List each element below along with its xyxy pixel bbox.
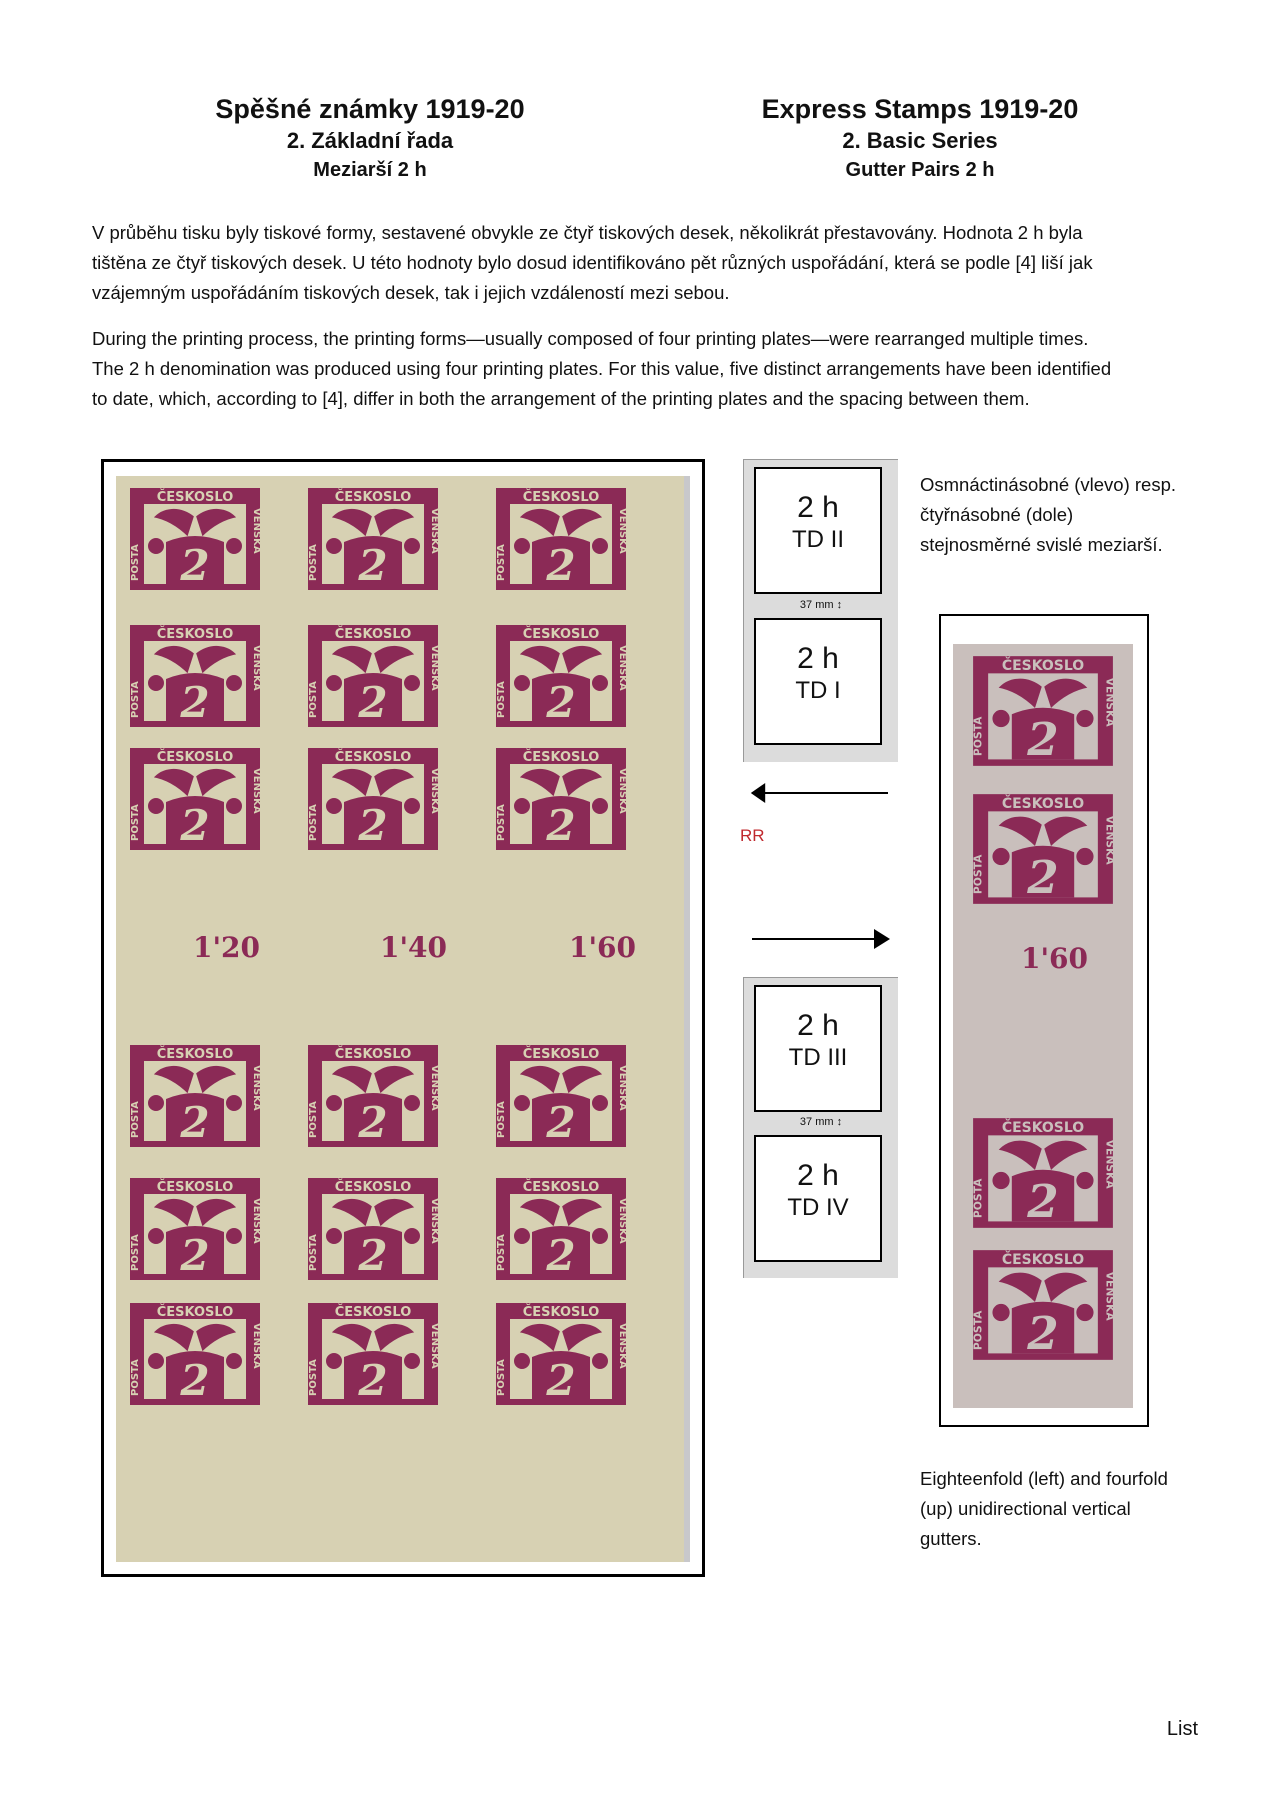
svg-text:VENSKÁ: VENSKÁ [617,1065,628,1111]
svg-text:VENSKÁ: VENSKÁ [1103,815,1117,865]
stamp [128,1043,262,1149]
svg-text:POŠTA: POŠTA [496,1101,507,1138]
svg-text:ČESKOSLO: ČESKOSLO [1001,658,1085,675]
svg-text:POŠTA: POŠTA [308,681,319,718]
svg-text:VENSKÁ: VENSKÁ [251,645,262,691]
stamp [965,654,1121,768]
svg-text:VENSKÁ: VENSKÁ [617,1198,628,1244]
svg-text:ČESKOSLO: ČESKOSLO [156,1305,234,1320]
stamp [965,1248,1121,1362]
svg-text:ČESKOSLO: ČESKOSLO [156,1180,234,1195]
svg-text:POŠTA: POŠTA [130,544,141,581]
title-en: Express Stamps 1919-20 [761,94,1079,124]
svg-text:VENSKÁ: VENSKÁ [1103,677,1117,727]
svg-text:2: 2 [546,678,576,727]
svg-text:2: 2 [546,1098,576,1147]
plate-td-iv [754,1135,882,1262]
text-line: The 2 h denomination was produced using four printing plates. For this value, five distinct arrangements have been identified [92,358,1112,379]
svg-text:VENSKÁ: VENSKÁ [429,768,440,814]
svg-text:2: 2 [358,541,388,590]
svg-text:ČESKOSLO: ČESKOSLO [522,1047,600,1062]
stamp [494,746,628,852]
svg-text:POŠTA: POŠTA [308,804,319,841]
svg-text:POŠTA: POŠTA [971,716,985,757]
plate-value: 2 h [797,642,839,675]
sheet-photo-frame [101,459,705,1577]
margin-number: 1'60 [569,931,637,964]
svg-text:VENSKÁ: VENSKÁ [429,1323,440,1369]
plate-value: 2 h [797,491,839,524]
svg-text:ČESKOSLO: ČESKOSLO [334,1180,412,1195]
stamp [306,1043,440,1149]
svg-text:2: 2 [180,1231,210,1280]
paragraph-czech [92,218,1202,308]
svg-text:POŠTA: POŠTA [130,804,141,841]
svg-text:ČESKOSLO: ČESKOSLO [334,627,412,642]
svg-text:ČESKOSLO: ČESKOSLO [156,1047,234,1062]
arrow-left-icon [752,792,888,794]
strip-photo-frame [939,614,1149,1427]
svg-text:ČESKOSLO: ČESKOSLO [1001,796,1085,813]
header-english [690,92,1150,184]
svg-text:ČESKOSLO: ČESKOSLO [334,1305,412,1320]
stamp [128,1301,262,1407]
svg-text:2: 2 [358,1231,388,1280]
svg-text:ČESKOSLO: ČESKOSLO [334,1047,412,1062]
text-line: vzájemným uspořádáním tiskových desek, tak i jejich vzdáleností mezi sebou. [92,282,730,303]
stamp [306,746,440,852]
plate-td-iii [754,985,882,1112]
svg-text:VENSKÁ: VENSKÁ [617,768,628,814]
svg-text:ČESKOSLO: ČESKOSLO [522,750,600,765]
plate-name: TD III [788,1044,848,1071]
svg-text:VENSKÁ: VENSKÁ [617,508,628,554]
svg-text:VENSKÁ: VENSKÁ [617,645,628,691]
text-line: tištěna ze čtyř tiskových desek. U této hodnoty bylo dosud identifikováno pět různých uspořádání, která se podle [4] liší jak [92,252,1093,273]
caption-line: (up) unidirectional vertical [920,1498,1131,1519]
stamp [494,623,628,729]
stamp [128,1176,262,1282]
svg-text:POŠTA: POŠTA [130,1101,141,1138]
svg-text:2: 2 [358,678,388,727]
text-line: V průběhu tisku byly tiskové formy, sestavené obvykle ze čtyř tiskových desek, několikrát přestavovány. Hodnota 2 h byla [92,222,1083,243]
svg-text:POŠTA: POŠTA [308,544,319,581]
svg-text:2: 2 [358,1356,388,1405]
svg-text:2: 2 [1027,851,1059,905]
svg-text:VENSKÁ: VENSKÁ [251,1198,262,1244]
svg-text:VENSKÁ: VENSKÁ [251,768,262,814]
stamp [128,746,262,852]
svg-text:VENSKÁ: VENSKÁ [429,1065,440,1111]
svg-text:ČESKOSLO: ČESKOSLO [522,490,600,505]
svg-text:VENSKÁ: VENSKÁ [251,508,262,554]
double-arrow-icon: ↕ [836,1116,843,1128]
margin-number: 1'20 [193,931,261,964]
stamp-strip [953,644,1133,1408]
paragraph-english [92,324,1202,414]
title-cz: Spěšné známky 1919-20 [215,94,525,124]
plate-name: TD I [795,677,841,704]
svg-text:2: 2 [180,801,210,850]
svg-text:ČESKOSLO: ČESKOSLO [522,1180,600,1195]
stamp [494,1043,628,1149]
subtitle-en: Gutter Pairs 2 h [845,159,995,181]
margin-number: 1'40 [380,931,448,964]
svg-text:VENSKÁ: VENSKÁ [251,1323,262,1369]
header-czech [140,92,600,184]
svg-text:POŠTA: POŠTA [308,1234,319,1271]
svg-text:ČESKOSLO: ČESKOSLO [1001,1252,1085,1269]
rarity-mark: RR [740,826,765,845]
stamp [128,486,262,592]
stamp [306,623,440,729]
svg-text:POŠTA: POŠTA [971,1310,985,1351]
svg-text:POŠTA: POŠTA [496,1234,507,1271]
plate-td-i [754,618,882,745]
footer-label: List [1166,1718,1198,1740]
svg-text:2: 2 [180,678,210,727]
svg-text:POŠTA: POŠTA [496,1359,507,1396]
series-cz: 2. Základní řada [286,128,454,153]
svg-text:VENSKÁ: VENSKÁ [429,645,440,691]
svg-text:POŠTA: POŠTA [971,854,985,895]
svg-text:2: 2 [546,541,576,590]
svg-text:2: 2 [1027,713,1059,767]
stamp-sheet [116,476,690,1562]
svg-text:ČESKOSLO: ČESKOSLO [522,627,600,642]
svg-text:2: 2 [180,541,210,590]
svg-text:VENSKÁ: VENSKÁ [429,1198,440,1244]
svg-text:2: 2 [1027,1175,1059,1229]
svg-text:2: 2 [358,1098,388,1147]
svg-text:POŠTA: POŠTA [496,681,507,718]
svg-text:ČESKOSLO: ČESKOSLO [334,490,412,505]
caption-line: stejnosměrné svislé meziarší. [920,534,1163,555]
svg-text:2: 2 [1027,1307,1059,1361]
caption-line: gutters. [920,1528,982,1549]
svg-text:POŠTA: POŠTA [496,544,507,581]
svg-text:ČESKOSLO: ČESKOSLO [522,1305,600,1320]
plate-td-ii [754,467,882,594]
svg-text:POŠTA: POŠTA [496,804,507,841]
svg-text:ČESKOSLO: ČESKOSLO [1001,1120,1085,1137]
stamp [306,486,440,592]
plate-name: TD IV [787,1194,849,1221]
svg-text:VENSKÁ: VENSKÁ [617,1323,628,1369]
plate-name: TD II [792,526,844,553]
svg-text:VENSKÁ: VENSKÁ [251,1065,262,1111]
svg-text:ČESKOSLO: ČESKOSLO [156,627,234,642]
text-line: to date, which, according to [4], differ in both the arrangement of the printing plates and the spacing between them. [92,388,1030,409]
svg-text:POŠTA: POŠTA [308,1359,319,1396]
arrow-right-icon [752,938,888,940]
caption-english [920,1464,1210,1554]
stamp [494,1176,628,1282]
plate-diagram-top [743,459,898,762]
svg-text:2: 2 [546,801,576,850]
margin-number: 1'60 [1021,942,1089,975]
svg-text:VENSKÁ: VENSKÁ [1103,1271,1117,1321]
svg-text:2: 2 [180,1098,210,1147]
svg-text:VENSKÁ: VENSKÁ [1103,1139,1117,1189]
svg-text:2: 2 [546,1231,576,1280]
stamp [965,1116,1121,1230]
double-arrow-icon: ↕ [836,599,843,611]
stamp [965,792,1121,906]
caption-line: čtyřnásobné (dole) [920,504,1074,525]
series-en: 2. Basic Series [842,128,998,153]
stamp [494,486,628,592]
svg-text:POŠTA: POŠTA [971,1178,985,1219]
svg-text:ČESKOSLO: ČESKOSLO [156,750,234,765]
plate-value: 2 h [797,1009,839,1042]
svg-text:POŠTA: POŠTA [130,681,141,718]
caption-line: Eighteenfold (left) and fourfold [920,1468,1168,1489]
stamp [306,1176,440,1282]
svg-text:ČESKOSLO: ČESKOSLO [334,750,412,765]
svg-text:2: 2 [180,1356,210,1405]
svg-text:VENSKÁ: VENSKÁ [429,508,440,554]
svg-text:2: 2 [546,1356,576,1405]
svg-text:ČESKOSLO: ČESKOSLO [156,490,234,505]
caption-line: Osmnáctinásobné (vlevo) resp. [920,474,1177,495]
svg-text:POŠTA: POŠTA [130,1359,141,1396]
stamp [306,1301,440,1407]
subtitle-cz: Meziarší 2 h [313,159,427,181]
stamp [494,1301,628,1407]
svg-text:2: 2 [358,801,388,850]
plate-distance: 37 mm ↕ [799,1116,843,1128]
svg-text:POŠTA: POŠTA [308,1101,319,1138]
plate-distance: 37 mm ↕ [799,599,843,611]
svg-text:POŠTA: POŠTA [130,1234,141,1271]
text-line: During the printing process, the printing forms—usually composed of four printing plates—were rearranged multiple times. [92,328,1089,349]
stamp [128,623,262,729]
plate-value: 2 h [797,1159,839,1192]
caption-czech [920,470,1210,560]
plate-diagram-bottom [743,977,898,1278]
